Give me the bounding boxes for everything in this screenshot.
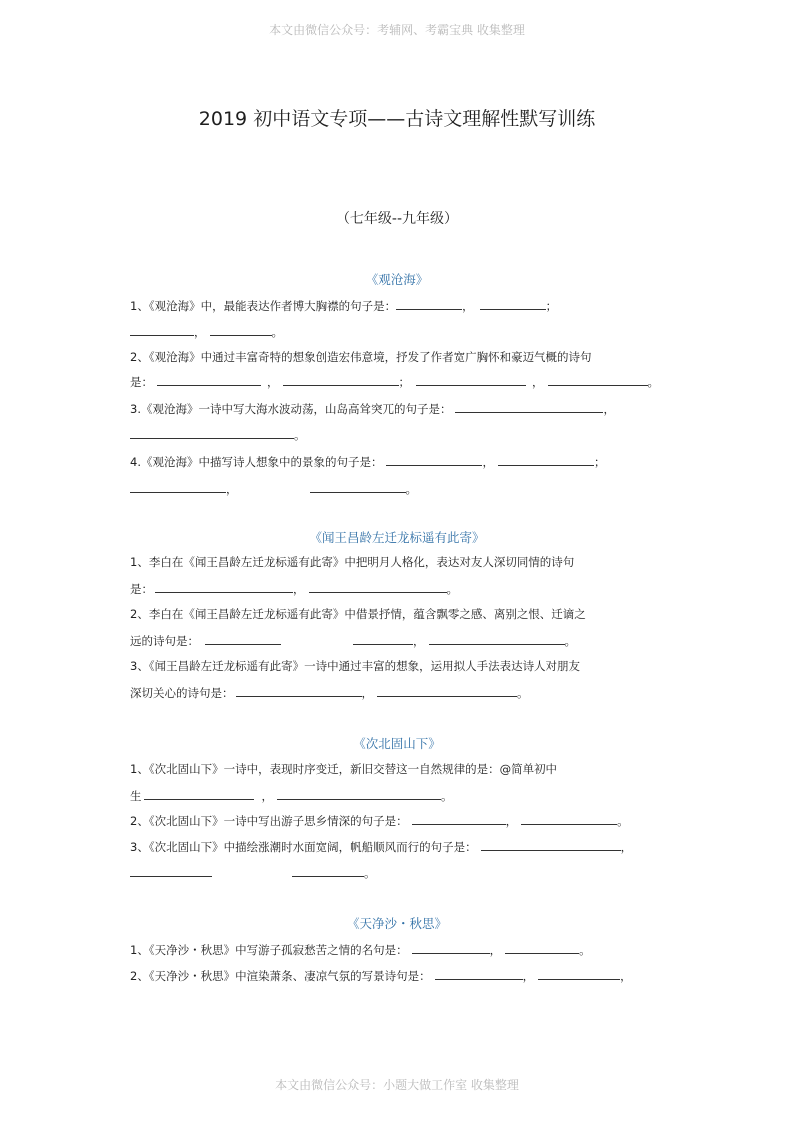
answer-blank[interactable] [130,323,194,336]
question-text: 2、《观沧海》中通过丰富奇特的想象创造宏伟意境，抒发了作者宽广胸怀和豪迈气概的诗句 [130,350,592,364]
question-3-1 [130,761,557,777]
question-2-3 [130,658,580,674]
question-text: 3、《次北固山下》中描绘涨潮时水面宽阔，帆船顺风而行的句子是： [130,840,477,854]
answer-blank[interactable] [416,373,526,386]
question-text: 2、《天净沙・秋思》中渲染萧条、凄凉气氛的写景诗句是： [130,969,431,983]
question-2-2 [130,606,586,622]
answer-blank[interactable] [130,864,212,877]
question-4-1: 1、《天净沙・秋思》中写游子孤寂愁苦之情的名句是： ， 。 [130,943,591,957]
page-title: 2019 初中语文专项——古诗文理解性默写训练 [198,108,596,130]
answer-blank[interactable] [309,580,447,593]
question-3-3-cont: 。 [130,864,376,881]
watermark-bottom: 本文由微信公众号：小题大做工作室 收集整理 [275,1078,519,1092]
answer-blank[interactable] [310,480,406,493]
watermark-top: 本文由微信公众号：考辅网、考霸宝典 收集整理 [269,23,525,37]
question-2-3-cont: 深切关心的诗句是： ， 。 [130,686,529,700]
section-title-guancanghai: 《观沧海》 [365,272,429,287]
question-3-3: 3、《次北固山下》中描绘涨潮时水面宽阔，帆船顺风而行的句子是： ， [130,840,633,854]
question-text: 1、《观沧海》中，最能表达作者博大胸襟的句子是： [130,299,397,313]
question-1-2-cont: 是： ， ； ， 。 [130,375,659,389]
answer-blank[interactable] [521,812,617,825]
section-title-cibeigushanxia: 《次北固山下》 [353,736,441,751]
answer-blank[interactable] [455,400,603,413]
question-text: 1、李白在《闻王昌龄左迁龙标遥有此寄》中把明月人格化，表达对友人深切同情的诗句 [130,555,575,569]
answer-blank[interactable] [157,373,261,386]
question-text: 1、《次北固山下》一诗中，表现时序变迁，新旧交替这一自然规律的是：@简单初中 [130,762,558,776]
question-1-2 [130,349,592,365]
answer-blank[interactable] [205,632,281,645]
question-1-3-cont: 。 [130,426,306,443]
answer-blank[interactable] [144,787,254,800]
answer-blank[interactable] [505,941,579,954]
answer-blank[interactable] [396,297,462,310]
question-1-4-cont: ， 。 [130,480,417,497]
question-text: 1、《天净沙・秋思》中写游子孤寂愁苦之情的名句是： [130,943,408,957]
answer-blank[interactable] [480,297,546,310]
answer-blank[interactable] [155,580,293,593]
question-1-1: 1、《观沧海》中，最能表达作者博大胸襟的句子是： ， ； [130,299,558,313]
question-3-2: 2、《次北固山下》一诗中写出游子思乡情深的句子是： ， 。 [130,814,629,828]
answer-blank[interactable] [353,632,413,645]
section-title-tianjingsha: 《天净沙・秋思》 [346,916,447,931]
question-text: 2、《次北固山下》一诗中写出游子思乡情深的句子是： [130,814,408,828]
question-1-4: 4.《观沧海》中描写诗人想象中的景象的句子是： ， ； [130,455,606,469]
answer-blank[interactable] [236,684,362,697]
answer-blank[interactable] [283,373,399,386]
answer-blank[interactable] [386,453,482,466]
question-2-1-cont: 是： ， 。 [130,582,458,596]
grade-range: （七年级--九年级） [335,211,459,227]
question-text: 2、李白在《闻王昌龄左迁龙标遥有此寄》中借景抒情，蕴含飘零之感、离别之恨、迁谪之 [130,607,586,621]
answer-blank[interactable] [210,323,272,336]
question-3-1-cont: 生 ， 。 [130,789,453,803]
answer-blank[interactable] [130,480,226,493]
question-2-2-cont: 远的诗句是： ， 。 [130,634,576,648]
answer-blank[interactable] [435,967,523,980]
answer-blank[interactable] [412,941,490,954]
question-4-2: 2、《天净沙・秋思》中渲染萧条、凄凉气氛的写景诗句是： ， ， [130,969,632,983]
answer-blank[interactable] [429,632,565,645]
answer-blank[interactable] [377,684,517,697]
answer-blank[interactable] [548,373,648,386]
question-text: 3、《闻王昌龄左迁龙标遥有此寄》一诗中通过丰富的想象，运用拟人手法表达诗人对朋友 [130,659,581,673]
answer-blank[interactable] [412,812,506,825]
answer-blank[interactable] [481,838,621,851]
answer-blank[interactable] [277,787,441,800]
section-title-wenwangchangling: 《闻王昌龄左迁龙标遥有此寄》 [309,530,485,545]
question-text: 4.《观沧海》中描写诗人想象中的景象的句子是： [130,455,383,469]
question-1-1-cont: ， 。 [130,323,283,340]
question-1-3: 3.《观沧海》一诗中写大海水波动荡，山岛高耸突兀的句子是： ， [130,402,615,416]
answer-blank[interactable] [538,967,620,980]
question-text: 3.《观沧海》一诗中写大海水波动荡，山岛高耸突兀的句子是： [130,402,452,416]
answer-blank[interactable] [130,426,294,439]
answer-blank[interactable] [498,453,594,466]
question-2-1 [130,554,574,570]
answer-blank[interactable] [292,864,364,877]
